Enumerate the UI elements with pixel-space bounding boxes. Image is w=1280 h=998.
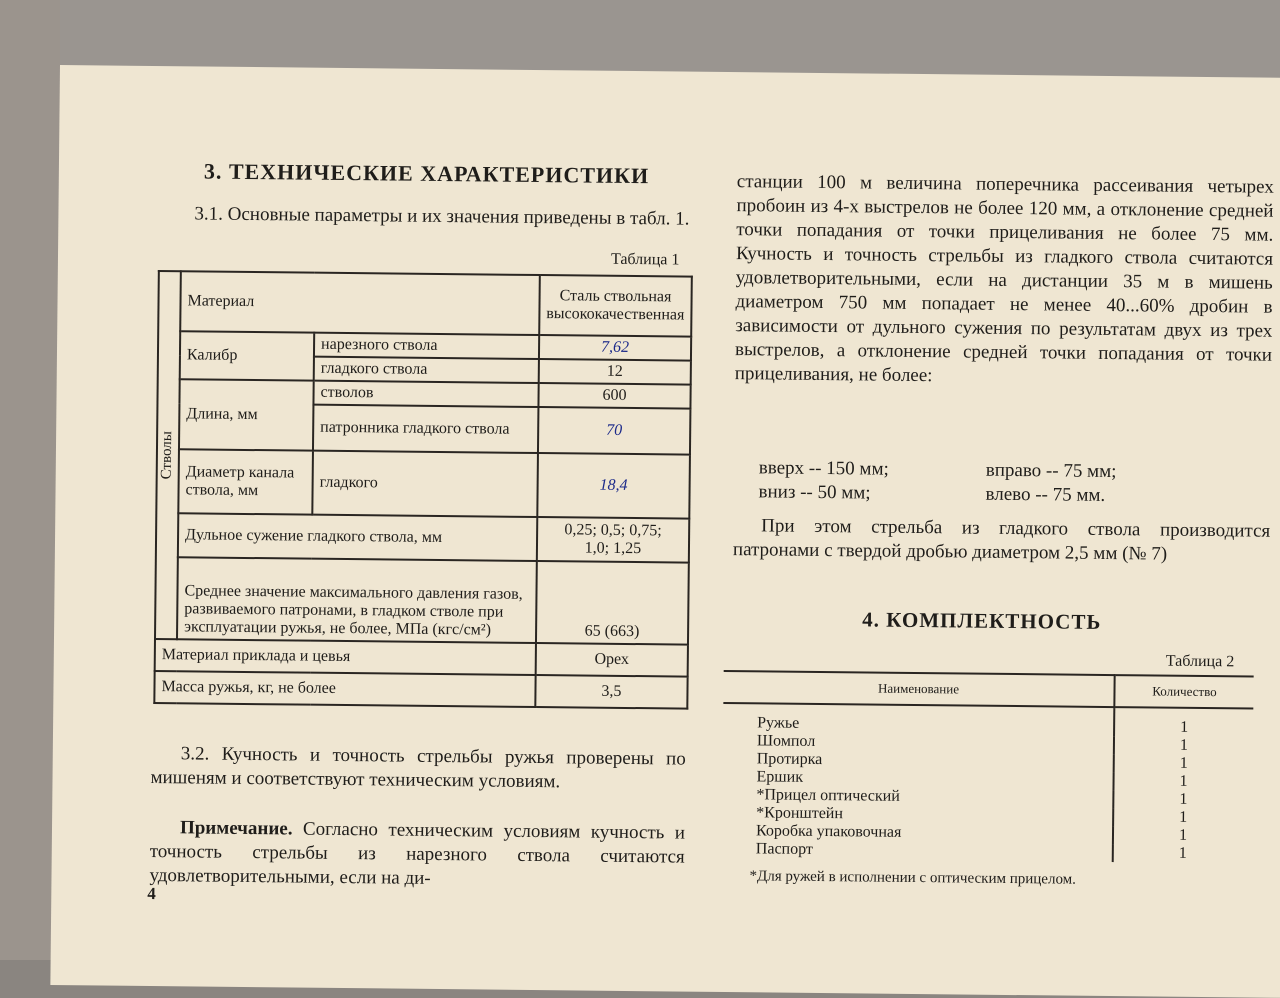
item-name: Ружье xyxy=(723,703,1114,736)
table-1 xyxy=(153,270,693,710)
table-2-col-name: Наименование xyxy=(723,671,1114,707)
item-name: Ершик xyxy=(722,768,1113,790)
table-2-body xyxy=(722,703,1254,864)
item-name: *Прицел оптический xyxy=(722,786,1113,808)
background-left xyxy=(0,0,60,960)
document-page xyxy=(50,65,1280,998)
choke-label: Дульное сужение гладкого ствола, мм xyxy=(178,513,537,561)
table-2-caption: Таблица 2 xyxy=(1165,652,1235,671)
caliber-rifled-label: нарезного ствола xyxy=(314,333,539,359)
mass-value: 3,5 xyxy=(535,675,687,709)
item-qty: 1 xyxy=(1178,826,1188,844)
page-number: 4 xyxy=(147,883,156,904)
item-qty: 1 xyxy=(1179,808,1188,826)
bore-smooth-value: 18,4 xyxy=(537,453,690,519)
table-1-caption: Таблица 1 xyxy=(610,250,680,269)
choke-value-line-1: 0,25; 0,5; 0,75; xyxy=(564,521,662,540)
caliber-rifled-value: 7,62 xyxy=(539,335,691,361)
length-label: Длина, мм xyxy=(179,379,314,450)
item-name: Шомпол xyxy=(723,732,1114,754)
deviation-down: вниз -- 50 мм; xyxy=(758,481,871,504)
length-barrels-label: стволов xyxy=(313,381,538,407)
item-qty: 1 xyxy=(1179,754,1188,772)
choke-value-line-2: 1,0; 1,25 xyxy=(584,539,642,558)
item-qty: 1 xyxy=(1179,736,1189,754)
length-chamber-value: 70 xyxy=(538,407,691,455)
table-2 xyxy=(722,670,1254,864)
item-name: Протирка xyxy=(723,750,1114,772)
right-column-paragraph: станции 100 м величина поперечника рассеивания четырех пробоин из 4-х выстрелов не более 120 мм, а отклонение средней точки попадания от точки прицеливания не более 75 мм. Кучность и точность стрельбы из гладкого ствола считаются удовлетворительными, если на дистанции 35 м в мишень диаметром 750 мм попадает не менее 40...60% дробин в зависимости от дульного сужения по результатам двух из трех выстрелов, а отклонение средней точки попадания от точки прицеливания, не более: xyxy=(734,171,1274,387)
table-2-footnote: *Для ружей в исполнении с оптическим прицелом. xyxy=(749,868,1077,888)
choke-value-cell xyxy=(537,517,690,563)
length-barrels-value: 600 xyxy=(538,383,690,409)
section-3-title: 3. ТЕХНИЧЕСКИЕ ХАРАКТЕРИСТИКИ xyxy=(203,158,650,189)
table-2-col-qty: Количество xyxy=(1114,675,1253,708)
item-qty: 1 xyxy=(1180,718,1189,736)
table-1-header-value: Сталь ствольная высококачественная xyxy=(539,275,692,337)
group-label: Стволы xyxy=(158,430,176,480)
item-qty: 1 xyxy=(1178,844,1187,862)
paragraph-3-1: 3.1. Основные параметры и их значения приведены в табл. 1. xyxy=(194,203,690,230)
item-name: *Кронштейн xyxy=(722,804,1113,826)
bore-smooth-label: гладкого xyxy=(312,451,538,517)
caliber-smooth-value: 12 xyxy=(539,359,691,385)
stock-value: Орех xyxy=(535,643,687,677)
note-text: Согласно техническим условиям кучность и точность стрельбы из нарезного ствола считаются удовлетворительными, если на ди- xyxy=(149,818,686,889)
deviation-right: вправо -- 75 мм; xyxy=(985,459,1117,483)
item-qty: 1 xyxy=(1179,790,1188,808)
item-name: Паспорт xyxy=(722,840,1113,862)
bore-label: Диаметр канала ствола, мм xyxy=(178,449,313,514)
deviation-left: влево -- 75 мм. xyxy=(985,483,1106,506)
item-name: Коробка упаковочная xyxy=(722,822,1113,844)
table-1-header-material: Материал xyxy=(180,271,539,335)
caliber-label: Калибр xyxy=(180,331,314,380)
stock-label: Материал приклада и цевья xyxy=(155,639,536,675)
right-column-paragraph-2: При этом стрельба из гладкого ствола производится патронами с твердой дробью диаметром 2,5 мм (№ 7) xyxy=(732,515,1271,565)
deviation-up: вверх -- 150 мм; xyxy=(758,457,889,480)
paragraph-3-2: 3.2. Кучность и точность стрельбы ружья проверены по мишеням и соответствуют техническим условиям. xyxy=(150,743,686,793)
mass-label: Масса ружья, кг, не более xyxy=(154,671,535,707)
note-label: Примечание. xyxy=(179,817,293,840)
note-paragraph xyxy=(149,816,685,894)
pressure-label: Среднее значение максимального давления газов, развиваемого патронами, в гладком стволе при эксплуатации ружья, не более, МПа (кгс/см²) xyxy=(177,557,537,643)
length-chamber-label: патронника гладкого ствола xyxy=(313,405,538,453)
section-4-title: 4. КОМПЛЕКТНОСТЬ xyxy=(862,607,1102,634)
caliber-smooth-label: гладкого ствола xyxy=(314,357,539,383)
pressure-value: 65 (663) xyxy=(536,561,689,645)
item-qty: 1 xyxy=(1179,772,1188,790)
